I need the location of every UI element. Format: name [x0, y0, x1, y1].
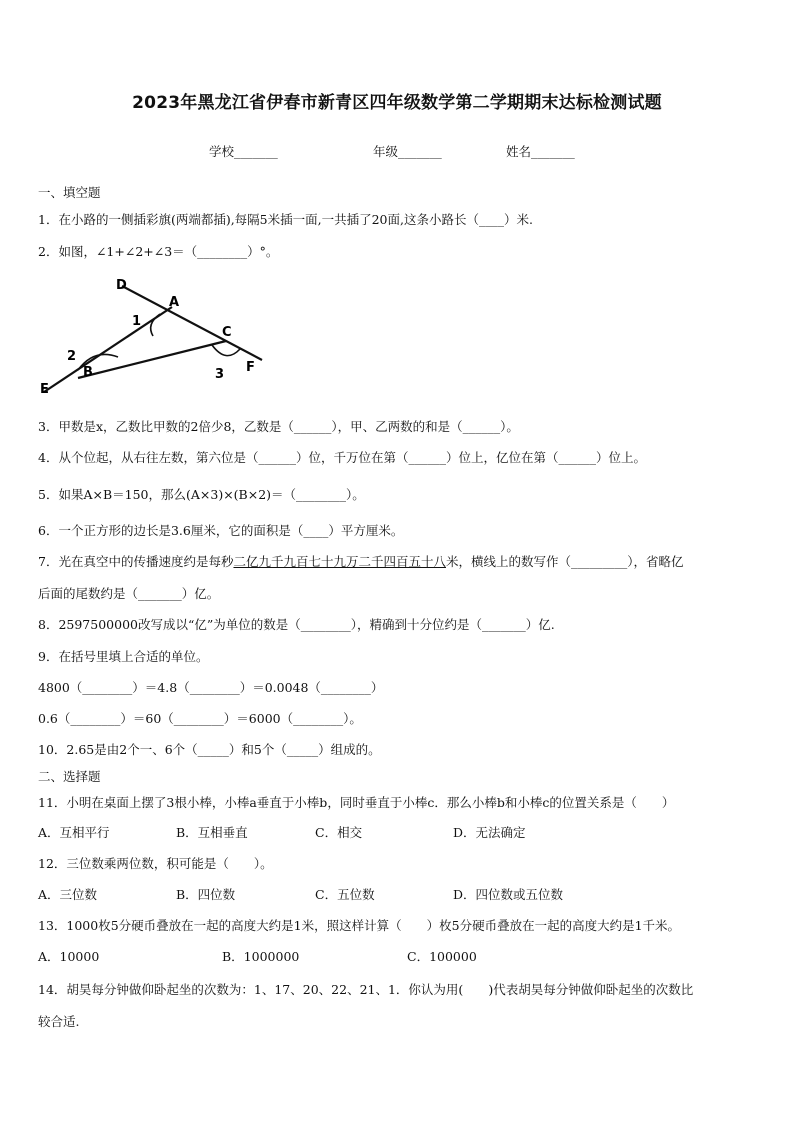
- question-3: 3．甲数是x，乙数比甲数的2倍少8，乙数是（______），甲、乙两数的和是（______）。: [38, 419, 519, 434]
- question-9-line2: 0.6（________）＝60（________）＝6000（________）。: [38, 711, 362, 726]
- q12-option-b[interactable]: B．四位数: [176, 887, 236, 902]
- q11-option-c[interactable]: C．相交: [315, 825, 363, 840]
- label-C: C: [222, 325, 232, 340]
- question-7-underlined: 二亿九千九百七十九万二千四百五十八: [233, 554, 446, 569]
- label-D: D: [116, 278, 127, 293]
- q11-option-b[interactable]: B．互相垂直: [176, 825, 248, 840]
- question-9-line1: 4800（________）＝4.8（________）＝0.0048（________）: [38, 680, 384, 695]
- question-1: 1．在小路的一侧插彩旗(两端都插),每隔5米插一面,一共插了20面,这条小路长（____）米.: [38, 212, 533, 227]
- name-field[interactable]: 姓名_______: [506, 144, 575, 159]
- question-14-line2: 较合适.: [38, 1014, 80, 1029]
- q13-option-c[interactable]: C．100000: [407, 949, 477, 964]
- question-7-prefix: 7．光在真空中的传播速度约是每秒: [38, 554, 234, 569]
- label-F: F: [246, 360, 255, 375]
- label-angle-3: 3: [215, 367, 225, 382]
- question-4: 4．从个位起，从右往左数，第六位是（______）位，千万位在第（______）位上，亿位在第（______）位上。: [38, 450, 646, 465]
- section-fill-in-blank: 一、填空题: [38, 185, 101, 200]
- label-angle-2: 2: [67, 349, 77, 364]
- question-11: 11．小明在桌面上摆了3根小棒，小棒a垂直于小棒b，同时垂直于小棒c．那么小棒b和小棒c的位置关系是（ ）: [38, 795, 675, 810]
- label-angle-1: 1: [132, 314, 142, 329]
- line-BC: [78, 341, 226, 378]
- school-field[interactable]: 学校_______: [209, 144, 278, 159]
- question-6: 6．一个正方形的边长是3.6厘米，它的面积是（____）平方厘米。: [38, 523, 404, 538]
- question-5: 5．如果A×B＝150，那么(A×3)×(B×2)＝（________）。: [38, 487, 365, 502]
- q13-option-a[interactable]: A．10000: [38, 949, 100, 964]
- label-B: B: [83, 365, 93, 380]
- question-13: 13．1000枚5分硬币叠放在一起的高度大约是1米，照这样计算（ ）枚5分硬币叠放在一起的高度大约是1千米。: [38, 918, 681, 933]
- q11-option-d[interactable]: D．无法确定: [453, 825, 526, 840]
- question-2: 2．如图，∠1+∠2+∠3＝（________）°。: [38, 244, 279, 259]
- q13-option-b[interactable]: B．1000000: [222, 949, 300, 964]
- question-8: 8．2597500000改写成以“亿”为单位的数是（________），精确到十分位约是（_______）亿.: [38, 617, 555, 632]
- label-A: A: [169, 295, 180, 310]
- q12-option-d[interactable]: D．四位数或五位数: [453, 887, 564, 902]
- q12-option-c[interactable]: C．五位数: [315, 887, 375, 902]
- page-title: 2023年黑龙江省伊春市新青区四年级数学第二学期期末达标检测试题: [132, 93, 662, 113]
- q12-option-a[interactable]: A．三位数: [38, 887, 98, 902]
- label-E: E: [40, 382, 49, 397]
- q11-option-a[interactable]: A．互相平行: [38, 825, 110, 840]
- question-14: 14．胡昊每分钟做仰卧起坐的次数为：1、17、20、22、21、1．你认为用( )代表胡昊每分钟做仰卧起坐的次数比: [38, 982, 694, 997]
- angle-1-arc: [151, 314, 160, 336]
- question-7-line2: 后面的尾数约是（_______）亿。: [38, 586, 220, 601]
- question-9: 9．在括号里填上合适的单位。: [38, 649, 209, 664]
- question-7-suffix: 米，横线上的数写作（_________），省略亿: [445, 554, 684, 569]
- section-multiple-choice: 二、选择题: [38, 769, 101, 784]
- question-7: [38, 552, 684, 570]
- grade-field[interactable]: 年级_______: [373, 144, 442, 159]
- question-10: 10．2.65是由2个一、6个（_____）和5个（_____）组成的。: [38, 742, 381, 757]
- question-12: 12．三位数乘两位数，积可能是（ ）。: [38, 856, 273, 871]
- angle-figure: [36, 274, 276, 400]
